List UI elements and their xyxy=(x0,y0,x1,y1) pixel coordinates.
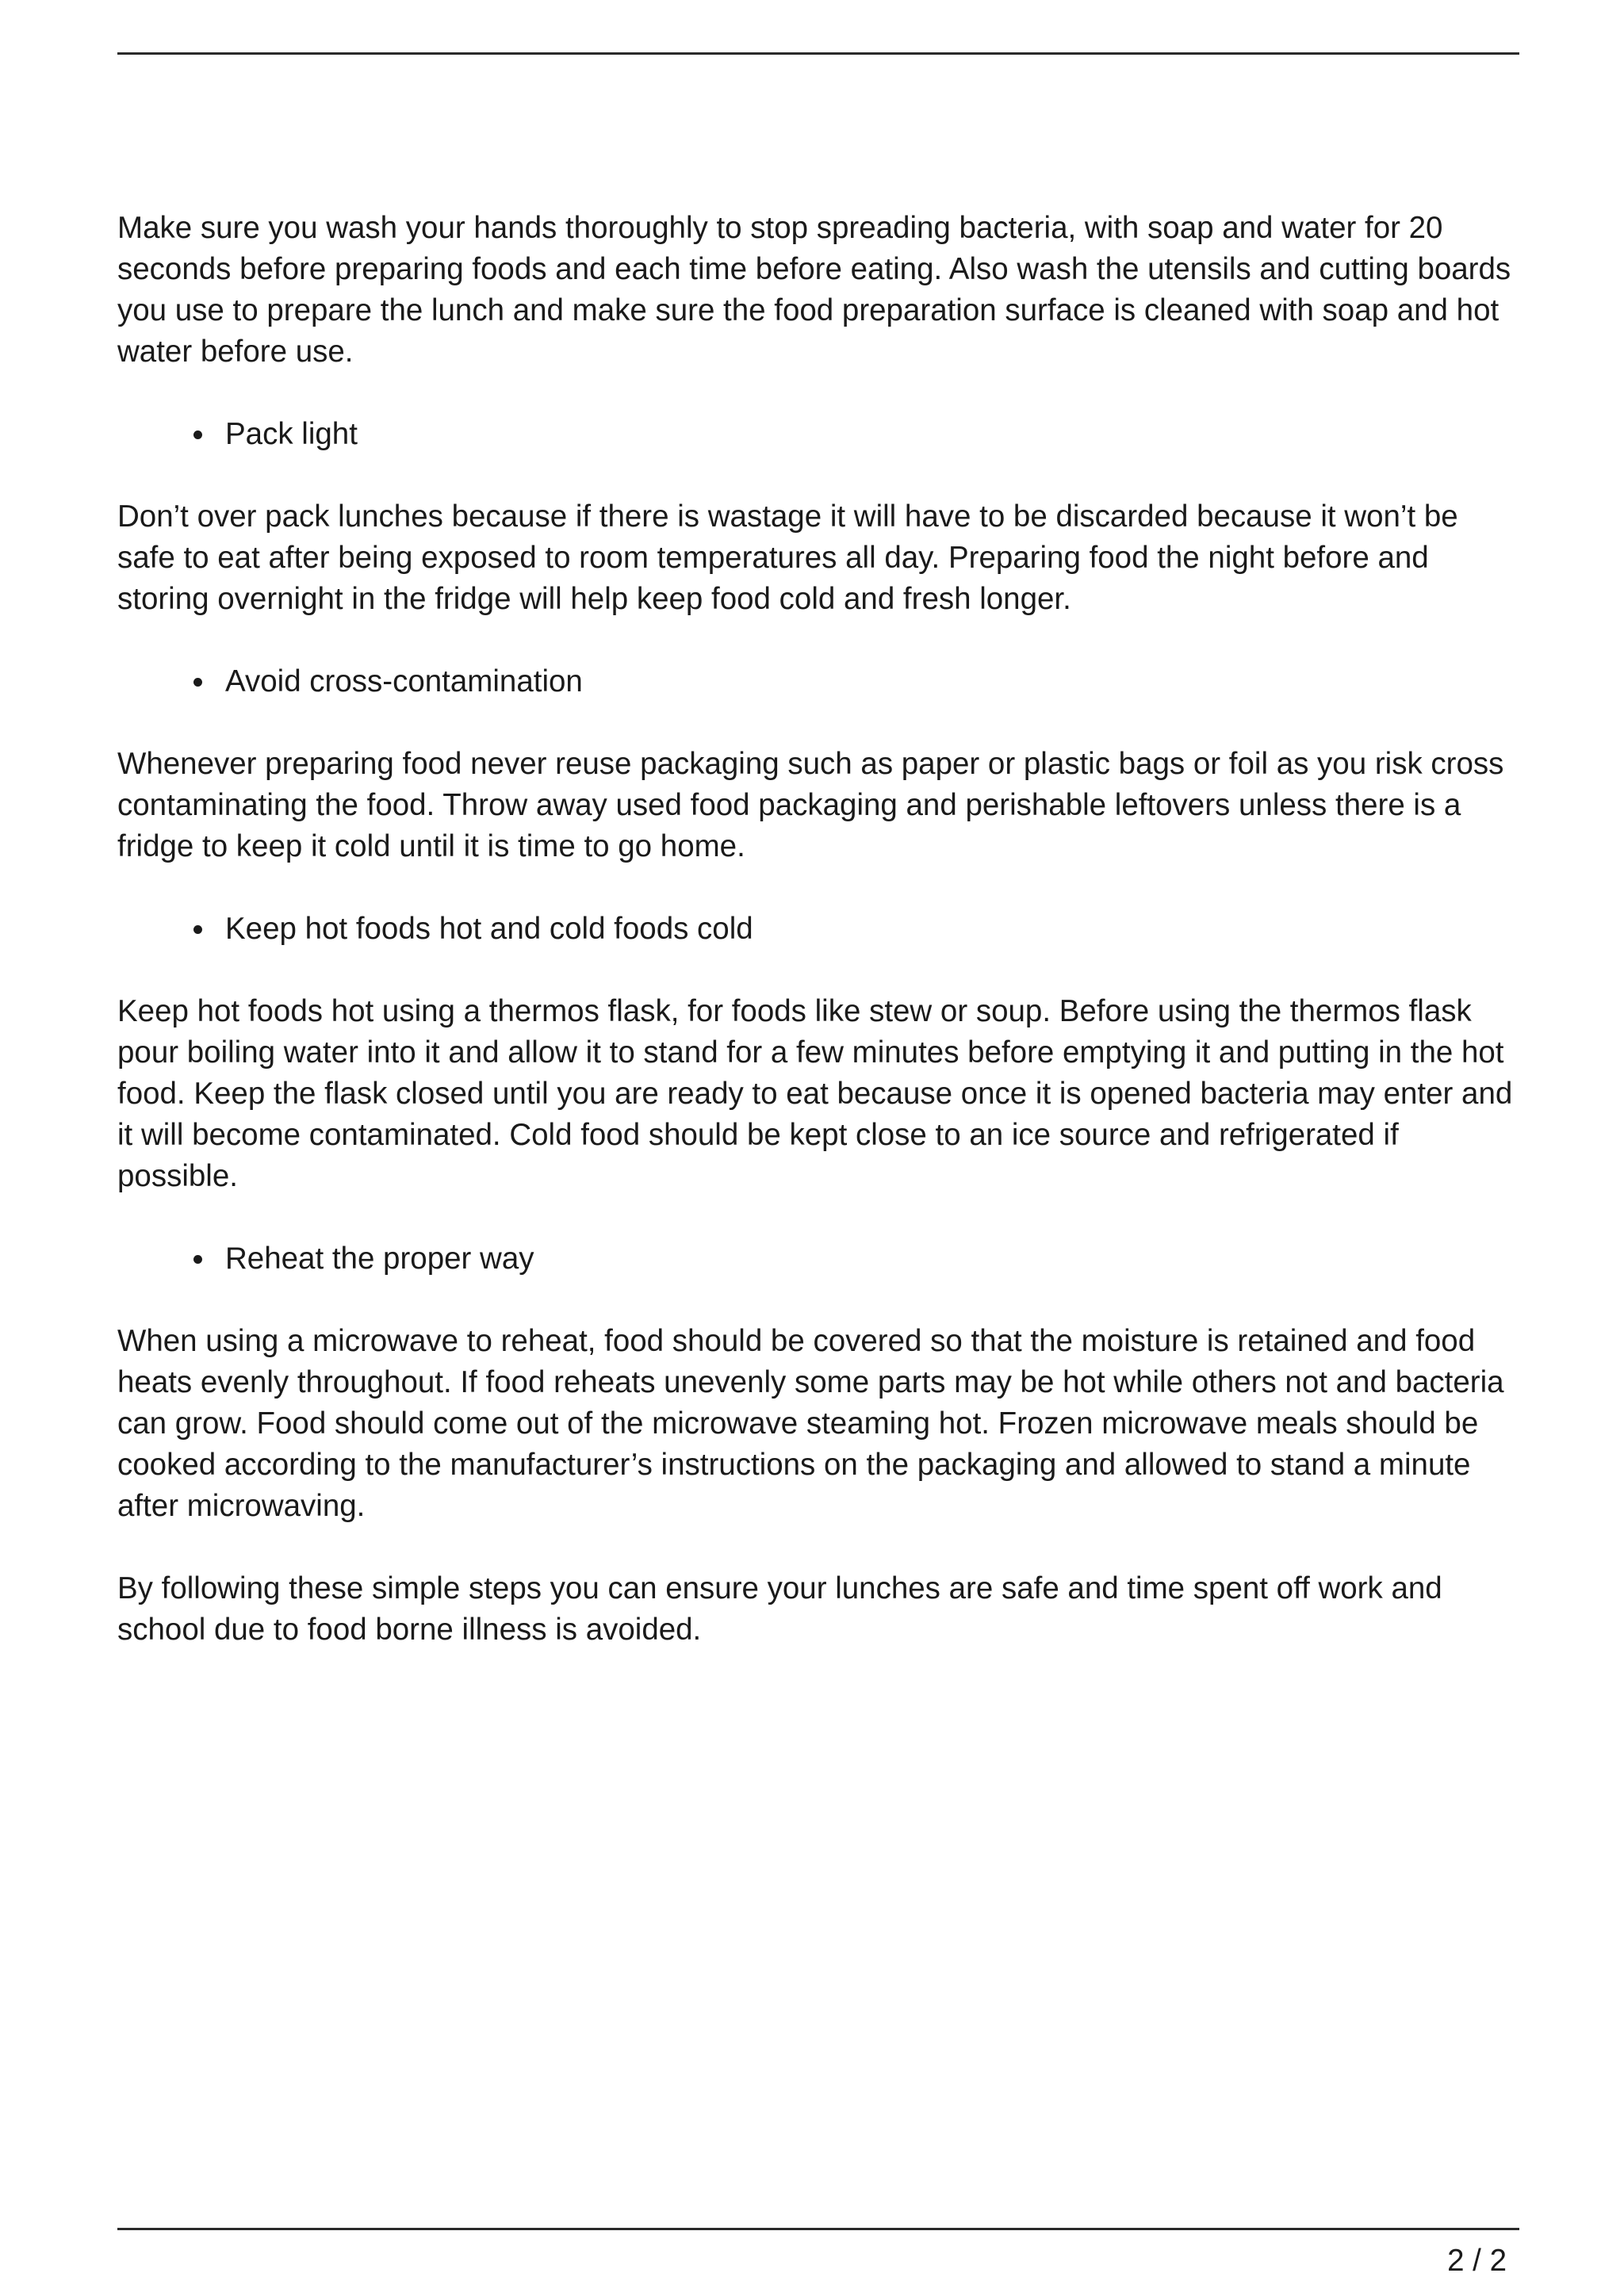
header-rule xyxy=(117,52,1519,55)
bullet-list xyxy=(117,909,1521,950)
bullet-list xyxy=(117,1238,1521,1280)
bullet-label: Reheat the proper way xyxy=(225,1242,534,1276)
footer-rule xyxy=(117,2228,1519,2230)
bullet-list xyxy=(117,661,1521,702)
bullet-list xyxy=(117,414,1521,455)
paragraph-hand-washing: Make sure you wash your hands thoroughly to stop spreading bacteria, with soap and water for 20 seconds before preparing foods and each time before eating. Also wash the utensils and cutting boards you use to prepare the lunch and make sure the food preparation surface is cleaned with soap and hot water before use. xyxy=(117,211,1511,369)
paragraph-reheat: When using a microwave to reheat, food should be covered so that the moisture is retained and food heats evenly throughout. If food reheats unevenly some parts may be hot while others not and bacteria can grow. Food should come out of the microwave steaming hot. Frozen microwave meals should be cooked according to the manufacturer’s instructions on the packaging and allowed to stand a minute after microwaving. xyxy=(117,1324,1504,1523)
paragraph-hot-cold: Keep hot foods hot using a thermos flask, for foods like stew or soup. Before using the thermos flask pour boiling water into it and allow it to stand for a few minutes before emptying it and putting in the hot food. Keep the flask closed until you are ready to eat because once it is opened bacteria may enter and it will become contaminated. Cold food should be kept close to an ice source and refrigerated if possible. xyxy=(117,994,1513,1193)
bullet-label: Avoid cross-contamination xyxy=(225,664,583,698)
paragraph-conclusion: By following these simple steps you can ensure your lunches are safe and time spent off work and school due to food borne illness is avoided. xyxy=(117,1571,1442,1647)
paragraph-cross-contamination: Whenever preparing food never reuse packaging such as paper or plastic bags or foil as you risk cross contaminating the food. Throw away used food packaging and perishable leftovers unless there is a fridge to keep it cold until it is time to go home. xyxy=(117,747,1504,863)
bullet-item xyxy=(225,661,1521,702)
bullet-icon xyxy=(193,678,202,687)
bullet-icon xyxy=(193,1255,202,1264)
page-number: 2 / 2 xyxy=(1447,2244,1507,2278)
bullet-item xyxy=(225,909,1521,950)
bullet-label: Pack light xyxy=(225,417,358,451)
bullet-icon xyxy=(193,925,202,934)
document-body xyxy=(117,208,1521,1692)
bullet-icon xyxy=(193,430,202,439)
paragraph-pack-light: Don’t over pack lunches because if there is wastage it will have to be discarded because it won’t be safe to eat after being exposed to room temperatures all day. Preparing food the night before and storing overnight in the fridge will help keep food cold and fresh longer. xyxy=(117,499,1458,616)
bullet-item xyxy=(225,414,1521,455)
bullet-label: Keep hot foods hot and cold foods cold xyxy=(225,912,753,946)
bullet-item xyxy=(225,1238,1521,1280)
